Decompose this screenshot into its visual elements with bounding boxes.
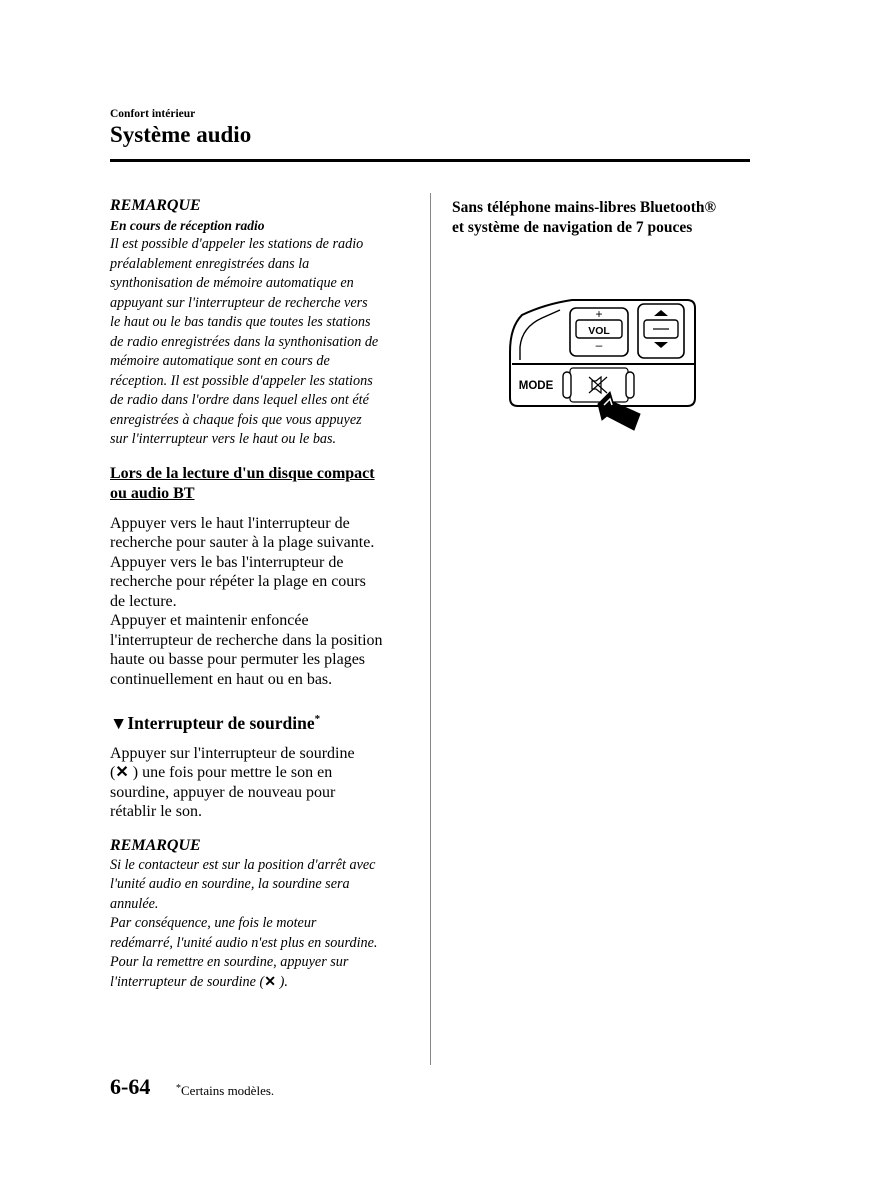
text-line: Appuyer et maintenir enfoncée — [110, 612, 309, 629]
text-line: le haut ou le bas tandis que toutes les stations — [110, 314, 371, 330]
text-line: de lecture. — [110, 592, 177, 610]
text-line: Par conséquence, une fois le moteur — [110, 915, 317, 932]
steering-switch-figure — [500, 292, 700, 442]
page-number: 6-64 — [110, 1074, 151, 1099]
left-column — [110, 196, 416, 992]
heading-line: Lors de la lecture d'un disque compact — [110, 464, 375, 482]
heading-line: ou audio BT — [110, 484, 195, 502]
text-line: Pour la remettre en sourdine, appuyer sur — [110, 954, 349, 971]
vol-label: VOL — [588, 325, 610, 337]
mode-label: MODE — [518, 380, 554, 392]
text-line: haute ou basse pour permuter les plages — [110, 651, 366, 668]
text-line: préalablement enregistrées dans la — [110, 255, 310, 272]
text-line: l'interrupteur de recherche dans la position — [110, 631, 383, 649]
note2-label: REMARQUE — [110, 836, 201, 854]
section-label: Confort intérieur — [110, 108, 196, 120]
text-line: sourdine, appuyer de nouveau pour — [110, 783, 336, 801]
mute-symbol-icon: ✕ — [264, 973, 277, 990]
title-rule — [110, 159, 750, 162]
vol-plus-label: + — [595, 307, 603, 321]
text-line — [110, 763, 416, 783]
footer-star: * — [176, 1083, 181, 1094]
text-line: annulée. — [110, 895, 159, 912]
cd-heading — [110, 464, 416, 504]
text-line: Si le contacteur est sur la position d'arrêt avec — [110, 856, 376, 873]
text-line — [110, 973, 416, 993]
text-line: redémarré, l'unité audio n'est plus en sourdine. — [110, 934, 378, 951]
text-line: Appuyer sur l'interrupteur de sourdine — [110, 744, 355, 762]
text-line: Appuyer vers le haut l'interrupteur de — [110, 514, 350, 532]
page-title: Système audio — [110, 122, 252, 147]
footer-note-text: Certains modèles. — [181, 1083, 275, 1098]
text-line: mémoire automatique sont en cours de — [110, 353, 330, 369]
note1-label: REMARQUE — [110, 197, 201, 214]
steering-switch-illustration — [500, 292, 700, 442]
text-line: sur l'interrupteur vers le haut ou le bas. — [110, 431, 337, 447]
text-fragment: ) une fois pour mettre le son en — [128, 764, 333, 782]
text-fragment: l'interrupteur de sourdine ( — [110, 973, 265, 990]
text-line: de radio dans l'ordre dans lequel elles ont été — [110, 392, 369, 408]
text-line: l'unité audio en sourdine, la sourdine sera — [110, 876, 350, 893]
text-line: rétablir le son. — [110, 803, 202, 821]
mute-symbol-icon: ✕ — [115, 764, 129, 782]
heading-line: et système de navigation de 7 pouces — [452, 218, 693, 236]
text-line: Appuyer vers le bas l'interrupteur de — [110, 553, 344, 571]
text-line: de radio enregistrées dans la synthonisation de — [110, 333, 379, 350]
text-fragment: ). — [276, 973, 288, 990]
mute-heading — [110, 708, 416, 734]
paren-open: ( — [110, 764, 116, 782]
text-line: appuyant sur l'interrupteur de recherche vers — [110, 294, 368, 311]
text-line: recherche pour répéter la plage en cours — [110, 573, 366, 590]
left-ridge — [563, 372, 571, 398]
figure-heading — [452, 198, 762, 237]
text-line: recherche pour sauter à la plage suivante. — [110, 534, 375, 551]
mute-heading-text: ▼Interrupteur de sourdine — [110, 712, 315, 733]
mute-text — [110, 744, 416, 822]
text-line: Il est possible d'appeler les stations de radio — [110, 236, 364, 252]
text-line: continuellement en haut ou en bas. — [110, 670, 333, 688]
note2-text — [110, 856, 416, 993]
text-line: réception. Il est possible d'appeler les stations — [110, 372, 373, 389]
text-line: enregistrées à chaque fois que vous appuyez — [110, 411, 362, 428]
asterisk-marker: * — [314, 713, 321, 725]
note1-subtitle: En cours de réception radio — [110, 218, 265, 233]
cd-text — [110, 514, 416, 690]
heading-line: Sans téléphone mains-libres Bluetooth® — [452, 199, 717, 216]
note1-text — [110, 235, 416, 450]
footer-note — [176, 1083, 274, 1099]
right-ridge — [626, 372, 634, 398]
text-line: synthonisation de mémoire automatique en — [110, 275, 354, 291]
column-divider — [430, 193, 431, 1065]
mute-button — [570, 368, 628, 402]
vol-minus-label: – — [595, 338, 603, 352]
